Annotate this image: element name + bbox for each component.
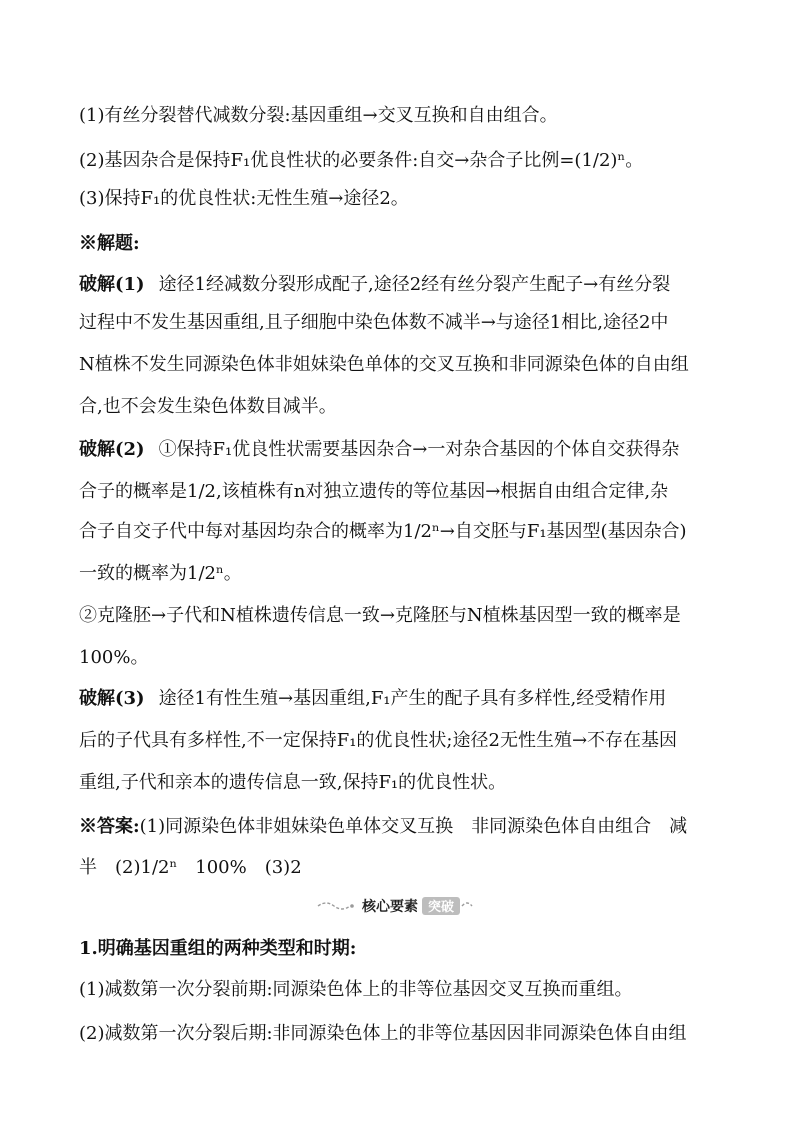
answer-line (79, 814, 687, 840)
text-line: (1)减数第一次分裂前期:同源染色体上的非等位基因交叉互换而重组。 (79, 979, 633, 1000)
paragraph-text: ①保持F₁优良性状需要基因杂合→一对杂合基因的个体自交获得杂 (158, 439, 680, 460)
right-wave-ornament (462, 903, 472, 906)
left-wave-ornament (318, 903, 350, 909)
paragraph-line: 合子的概率是1/2,该植株有n对独立遗传的等位基因→根据自由组合定律,杂 (79, 481, 669, 502)
core-elements-banner (316, 894, 476, 918)
banner-title: 核心要素 (362, 899, 418, 915)
paragraph-line: ②克隆胚→子代和N植株遗传信息一致→克隆胚与N植株基因型一致的概率是 (79, 605, 681, 626)
text-line: (1)有丝分裂替代减数分裂:基因重组→交叉互换和自由组合。 (79, 105, 558, 126)
jieti-heading: ※解题: (79, 233, 140, 254)
banner-badge-text: 突破 (427, 900, 455, 915)
left-dot-ornament (350, 904, 354, 908)
paragraph-line: 合子自交子代中每对基因均杂合的概率为1/2ⁿ→自交胚与F₁基因型(基因杂合) (79, 521, 687, 542)
section-heading: 1.明确基因重组的两种类型和时期: (79, 938, 357, 959)
paragraph-line: 后的子代具有多样性,不一定保持F₁的优良性状;途径2无性生殖→不存在基因 (79, 730, 678, 751)
answer-label: ※答案: (79, 816, 140, 837)
text-line: (2)基因杂合是保持F₁优良性状的必要条件:自交→杂合子比例=(1/2)ⁿ。 (79, 150, 644, 171)
paragraph-line (79, 686, 666, 712)
answer-line: 半 (2)1/2ⁿ 100% (3)2 (79, 857, 302, 878)
paragraph-line: 重组,子代和亲本的遗传信息一致,保持F₁的优良性状。 (79, 772, 507, 793)
paragraph-line: 100%。 (79, 647, 149, 668)
pojie-1-label: 破解(1) (79, 274, 145, 295)
paragraph-text: 途径1经减数分裂形成配子,途径2经有丝分裂产生配子→有丝分裂 (158, 274, 671, 295)
paragraph-line: 过程中不发生基因重组,且子细胞中染色体数不减半→与途径1相比,途径2中 (79, 312, 669, 333)
paragraph-line: 合,也不会发生染色体数目减半。 (79, 396, 337, 417)
pojie-3-label: 破解(3) (79, 688, 145, 709)
pojie-2-label: 破解(2) (79, 439, 145, 460)
paragraph-line: 一致的概率为1/2ⁿ。 (79, 563, 242, 584)
paragraph-line (79, 437, 679, 463)
paragraph-text: 途径1有性生殖→基因重组,F₁产生的配子具有多样性,经受精作用 (158, 688, 667, 709)
text-line: (3)保持F₁的优良性状:无性生殖→途径2。 (79, 188, 409, 209)
paragraph-line: N植株不发生同源染色体非姐妹染色单体的交叉互换和非同源染色体的自由组 (79, 354, 689, 375)
text-line: (2)减数第一次分裂后期:非同源染色体上的非等位基因因非同源染色体自由组 (79, 1023, 687, 1044)
answer-text: (1)同源染色体非姐妹染色单体交叉互换 非同源染色体自由组合 减 (139, 816, 688, 837)
paragraph-line (79, 272, 670, 298)
